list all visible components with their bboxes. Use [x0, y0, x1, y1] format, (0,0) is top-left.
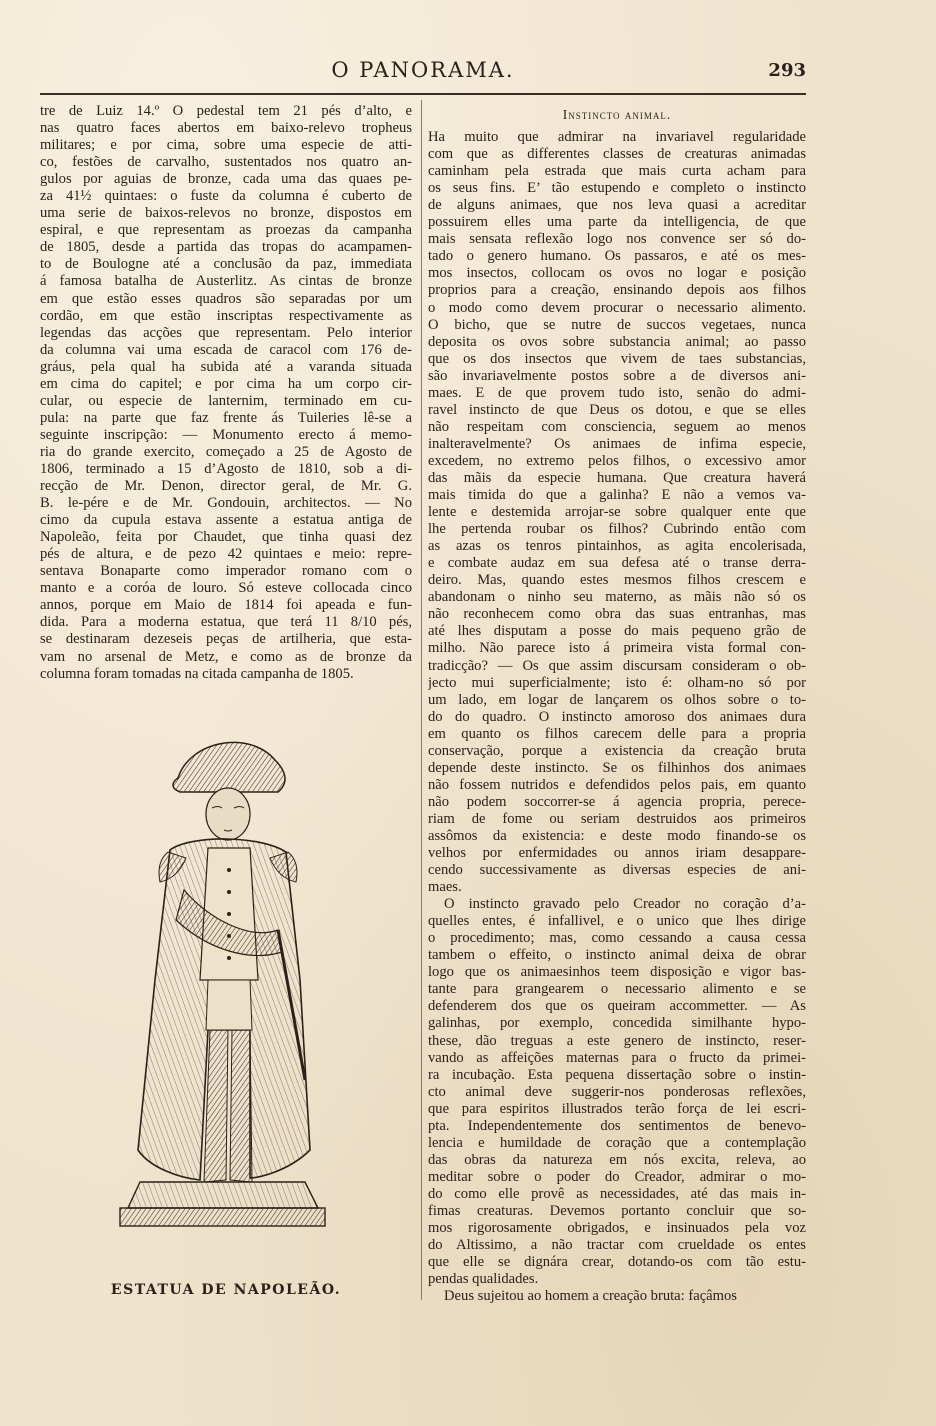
text-line: vando as affeições maternas para o fructo da primei- [428, 1049, 806, 1066]
text-line: de alguns animaes, que nos leva quasi a acreditar [428, 197, 806, 214]
text-line: e combate audaz em sua defesa até o transe derra- [428, 555, 806, 572]
text-line: za 41½ quintaes: o fuste da columna é cuberto de [40, 188, 412, 205]
text-line: O bicho, que se nutre de succos vegetaes, nunca [428, 316, 806, 333]
text-line: Napoleão, feita por Chaudet, que tinha quasi dez [40, 529, 412, 546]
page-header [40, 58, 806, 90]
left-column-text [40, 103, 412, 683]
text-line: Deus sujeitou ao homem a creação bruta: façâmos [444, 1288, 737, 1305]
text-line: tre de Luiz 14.º O pedestal tem 21 pés d’alto, e [40, 103, 412, 119]
text-line: tado o genero humano. Os passaros, e até os mes- [428, 248, 806, 265]
header-rule [40, 93, 806, 95]
text-line: em cima do capitel; e por cima ha um corpo cir- [40, 375, 412, 392]
text-line: ra incubação. Esta pequena dissertação sobre o instin- [428, 1066, 806, 1083]
text-line: annos, porque em Maio de 1814 foi apeada e fun- [40, 597, 412, 614]
text-line: até lhes disputam a posse do mais pequeno grão de [428, 623, 806, 640]
text-line: que para espiritos illustrados terão força de lei escri- [428, 1100, 806, 1117]
text-line: meditar sobre o poder do Creador, admirar o mo- [428, 1168, 806, 1185]
text-line: depende deste instincto. Se os filhinhos dos animaes [428, 759, 806, 776]
text-line: de 1805, desde a partida das tropas do acampamen- [40, 239, 412, 256]
text-line: lencia e humildade de coração que a contemplação [428, 1134, 806, 1151]
text-line: cordão, em que estão inscriptas respectivamente as [40, 307, 412, 324]
text-line: these, dão treguas a este genero de instincto, reser- [428, 1032, 806, 1049]
text-line: quelles entes, é infallivel, e o unico que lhes dirige [428, 913, 806, 930]
text-line: do como elle provê as necessidades, até das mais in- [428, 1185, 806, 1202]
text-line: das obras da natureza em nós excita, releva, ao [428, 1151, 806, 1168]
text-line: milho. Não parece isto á primeira vista formal con- [428, 640, 806, 657]
text-line: pula: na parte que faz frente ás Tuileries lê-se a [40, 409, 412, 426]
text-line: o modo como devem procurar o necessario alimento. [428, 299, 806, 316]
text-line: logo que os animaesinhos teem disposição e vigor bas- [428, 964, 806, 981]
text-line: mos insectos, collocam os ovos no logar e posição [428, 265, 806, 282]
column-divider [421, 100, 422, 1300]
text-line: que elle se dignára crear, dotando-os com tão estu- [428, 1254, 806, 1271]
text-line: gulos por aguias de bronze, cada uma das quaes pe- [40, 171, 412, 188]
text-line: nas quatro faces abertos em baixo-relevo tropheus [40, 120, 412, 137]
text-line: do do quadro. O instincto amoroso dos animaes dura [428, 708, 806, 725]
text-line: tradicção? — Os que assim discursam consideram o ob- [428, 657, 806, 674]
text-line: gráus, pela qual ha subida até a varanda situada [40, 358, 412, 375]
running-title: O PANORAMA. [331, 58, 515, 82]
text-line: maes. [428, 879, 462, 896]
text-line: não podem soccorrer-se á agencia propria, perece- [428, 793, 806, 810]
text-line: em que estão esses quadros são separadas por um [40, 290, 412, 307]
text-line: dida. Para a moderna estatua, que terá 11 8/10 pés, [40, 614, 412, 631]
text-line: em quanto os filhos carecem delle para a propria [428, 725, 806, 742]
text-line: militares; e por cima, sobre uma especie de atti- [40, 137, 412, 154]
text-line: conservação, porque a existencia da creação bruta [428, 742, 806, 759]
article-heading: Instincto animal. [562, 107, 672, 122]
text-line: mais timida do que a galinha? E não a vemos va- [428, 487, 806, 504]
text-line: não reconhecem como obra das suas entranhas, mas [428, 606, 806, 623]
text-line: se destinaram dezeseis peças de artilheria, que esta- [40, 631, 412, 648]
text-line: legendas das acções que representam. Pelo interior [40, 324, 412, 341]
page-number: 293 [768, 60, 806, 81]
text-line: lente e destemida arrojar-se sobre qualquer ente que [428, 504, 806, 521]
text-line: pendas qualidades. [428, 1271, 539, 1288]
text-line: excedem, no extremo pelos filhos, o excessivo amor [428, 452, 806, 469]
text-line: fimas creaturas. Devemos portanto concluir que so- [428, 1203, 806, 1219]
text-line: pés de altura, e de pezo 42 quintaes e meio: repre- [40, 546, 412, 563]
text-line: O instincto gravado pelo Creador no coração d’a- [444, 896, 806, 913]
text-line: ravel instincto de que Deus os dotou, e que se elles [428, 401, 806, 418]
text-line: tambem o effeito, o instincto animal deixa de obrar [428, 947, 806, 964]
text-line: não fossem nutridos e defendidos pelos pais, em quanto [428, 776, 806, 793]
text-line: Ha muito que admirar na invariavel regularidade [428, 129, 806, 146]
text-line: deposita os ovos sobre substancia animal; ao passo [428, 333, 806, 350]
text-line: pta. Independentemente dos sentimentos de benevo- [428, 1117, 806, 1134]
text-line: das mãis da especie humana. Que creatura haverá [428, 469, 806, 486]
text-line: mais sensata reflexão logo nos convence ser só do- [428, 231, 806, 248]
text-line: columna foram tomadas na citada campanha de 1805. [40, 665, 354, 682]
napoleon-statue-engraving [100, 730, 345, 1235]
text-line: cular, ou especie de lanternim, terminado em cu- [40, 392, 412, 409]
text-line: cendo successivamente as diversas especies de ani- [428, 862, 806, 879]
text-line: abandonam o ninho seu materno, as mãis não só os [428, 589, 806, 606]
text-line: riam de fome ou seriam destruidos aos primeiros [428, 810, 806, 827]
text-line: ria do grande exercito, começado a 25 de Agosto de [40, 443, 412, 460]
text-line: sentava Bonaparte como imperador romano com o [40, 563, 412, 580]
text-line: não respeitam com consciencia, seguem ao menos [428, 418, 806, 435]
text-line: uma serie de baixos-relevos no bronze, dispostos em [40, 205, 412, 222]
text-line: defenderem dos que os queiram accommetter. — As [428, 998, 806, 1015]
text-line: que os dos insectos que vivem de taes substancias, [428, 350, 806, 367]
text-line: á famosa batalha de Austerlitz. As cintas de bronze [40, 273, 412, 290]
article-body [428, 129, 806, 1305]
text-line: são invariavelmente postos sobre a de diversos ani- [428, 367, 806, 384]
text-line: possuirem elles uma parte da intelligencia, de que [428, 214, 806, 231]
text-line: deiro. Mas, quando estes mesmos filhos crescem e [428, 572, 806, 589]
text-line: do Altissimo, a não tractar com crueldade os entes [428, 1237, 806, 1254]
text-line: lhe pertenda roubar os filhos? Cubrindo então com [428, 521, 806, 538]
text-line: 1806, terminado a 15 d’Agosto de 1810, sob a di- [40, 460, 412, 477]
text-line: to de Boulogne até a conclusão da paz, immediata [40, 256, 412, 273]
text-line: assômos da existencia: e deste modo finando-se os [428, 827, 806, 844]
text-line: jecto mui superficialmente; isto é: olham-no só por [428, 674, 806, 691]
text-line: com que as differentes classes de creaturas animadas [428, 146, 806, 163]
text-line: galinhas, por exemplo, concedida similhante hypo- [428, 1015, 806, 1032]
text-line: mos rigorosamente obrigados, e insinuados pela voz [428, 1220, 806, 1237]
text-line: caminham pela estrada que mais curta acham para [428, 163, 806, 180]
text-line: da columna vai uma escada de caracol com 176 de- [40, 341, 412, 358]
text-line: proprios para a creação, ensinando depois aos filhos [428, 282, 806, 299]
text-line: co, festões de carvalho, sustentados nos quatro an- [40, 154, 412, 171]
text-line: B. le-pére e de Mr. Gondouin, architectos. — No [40, 495, 412, 512]
text-line: vam no arsenal de Metz, e como as de bronze da [40, 648, 412, 665]
text-line: os seus fins. E’ tão estupendo e completo o instincto [428, 180, 806, 197]
text-line: cimo da cupula estava assente a estatua antiga de [40, 512, 412, 529]
text-line: um lado, em logar de lançarem os olhos sobre o to- [428, 691, 806, 708]
text-line: maes. E de que provem tudo isto, senão do admi- [428, 384, 806, 401]
text-line: o procedimento; mas, como cessando a causa cessa [428, 930, 806, 947]
text-line: manto e a coróa de louro. Só esteve collocada cinco [40, 580, 412, 597]
text-line: espiral, e que representam as proezas da campanha [40, 222, 412, 239]
text-line: cto animal deve suggerir-nos ponderosas reflexões, [428, 1083, 806, 1100]
engraving-caption: ESTATUA DE NAPOLEÃO. [110, 1282, 342, 1298]
text-line: tante para grangearem o necessario alimento e se [428, 981, 806, 998]
right-column-text [428, 106, 806, 1305]
text-line: seguinte inscripção: — Monumento erecto á memo- [40, 426, 412, 443]
text-line: as azas os tenros pintainhos, as agita encolerisada, [428, 538, 806, 555]
text-line: recção de Mr. Denon, director geral, de Mr. G. [40, 478, 412, 495]
text-line: inalteravelmente? Os animaes de infima especie, [428, 435, 806, 452]
text-line: velhos por enfermidades ou annos iriam desappare- [428, 845, 806, 862]
